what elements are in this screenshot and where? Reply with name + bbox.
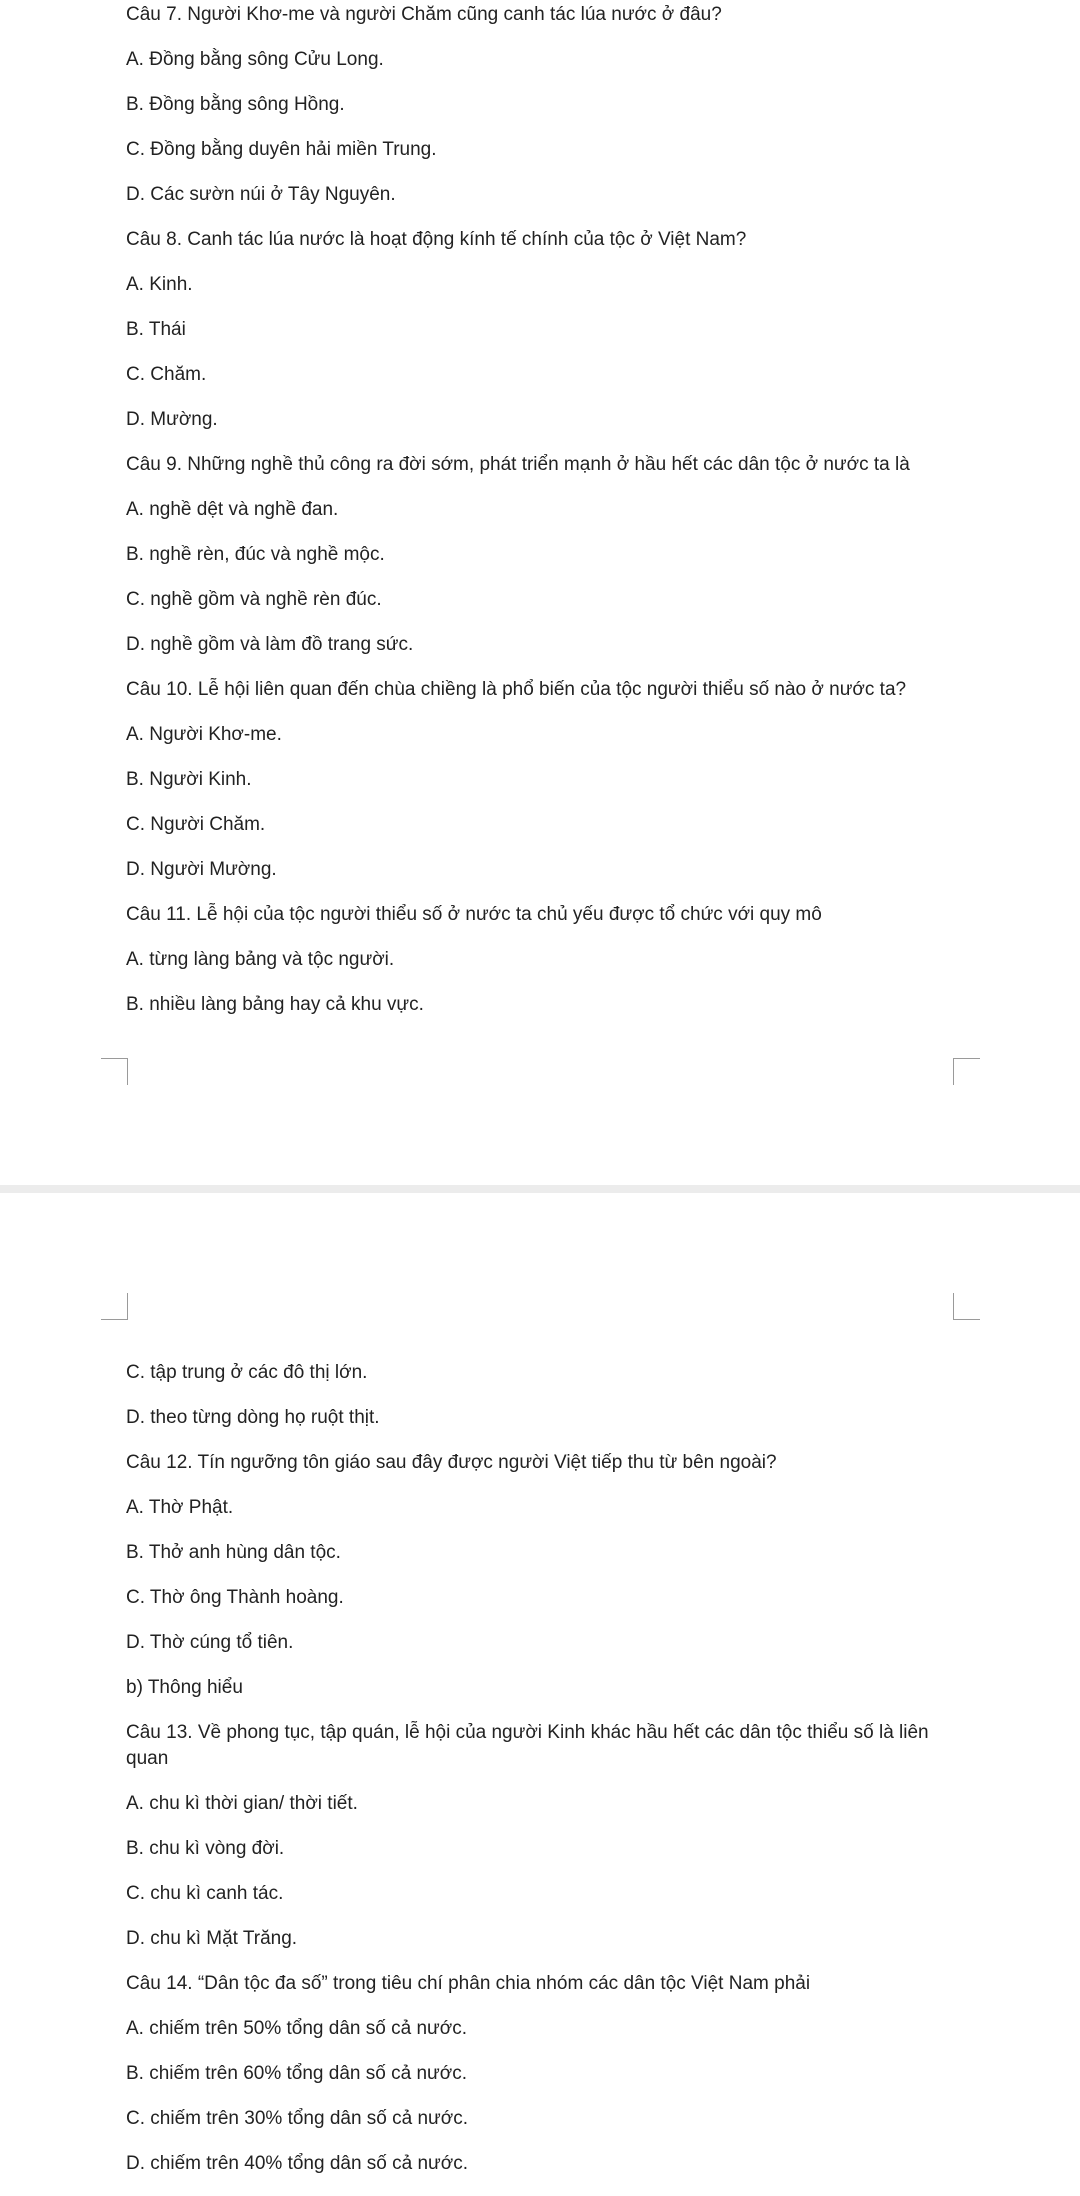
- question-text: Câu 8. Canh tác lúa nước là hoạt động kính tế chính của tộc ở Việt Nam?: [126, 229, 747, 250]
- answer-option: A. chiếm trên 50% tổng dân số cả nước.: [126, 2018, 467, 2039]
- answer-option: A. Đồng bằng sông Cửu Long.: [126, 49, 384, 70]
- answer-option: C. Chăm.: [126, 364, 207, 385]
- answer-option: D. chu kì Mặt Trăng.: [126, 1928, 298, 1949]
- page-margin-corner-mark: [953, 1293, 980, 1320]
- page-2-content: [126, 1360, 966, 2196]
- answer-option: A. Người Khơ-me.: [126, 724, 282, 745]
- answer-option: C. tập trung ở các đô thị lớn.: [126, 1362, 368, 1383]
- answer-option: B. Đồng bằng sông Hồng.: [126, 94, 345, 115]
- page-margin-corner-mark: [101, 1293, 128, 1320]
- page-margin-corner-mark: [101, 1058, 128, 1085]
- answer-option: B. Thở anh hùng dân tộc.: [126, 1542, 341, 1563]
- answer-option: A. từng làng bảng và tộc người.: [126, 949, 395, 970]
- page-1-content: [126, 0, 966, 1037]
- answer-option: B. Thái: [126, 319, 186, 340]
- answer-option: A. Thờ Phật.: [126, 1497, 234, 1518]
- answer-option: D. Mường.: [126, 409, 218, 430]
- answer-option: D. chiếm trên 40% tổng dân số cả nước.: [126, 2153, 469, 2174]
- question-text: Câu 14. “Dân tộc đa số” trong tiêu chí phân chia nhóm các dân tộc Việt Nam phải: [126, 1973, 811, 1994]
- question-text: Câu 12. Tín ngưỡng tôn giáo sau đây được người Việt tiếp thu từ bên ngoài?: [126, 1452, 777, 1473]
- document-page-2: [0, 1193, 1080, 2180]
- answer-option: D. theo từng dòng họ ruột thịt.: [126, 1407, 380, 1428]
- answer-option: C. chu kì canh tác.: [126, 1883, 284, 1904]
- answer-option: C. nghề gồm và nghề rèn đúc.: [126, 589, 382, 610]
- answer-option: C. Thờ ông Thành hoàng.: [126, 1587, 344, 1608]
- answer-option: B. chiếm trên 60% tổng dân số cả nước.: [126, 2063, 467, 2084]
- section-heading: b) Thông hiểu: [126, 1677, 243, 1698]
- question-text: Câu 10. Lễ hội liên quan đến chùa chiềng là phổ biến của tộc người thiểu số nào ở nước ta?: [126, 679, 907, 700]
- answer-option: A. nghề dệt và nghề đan.: [126, 499, 339, 520]
- answer-option: B. Người Kinh.: [126, 769, 252, 790]
- question-text: Câu 13. Về phong tục, tập quán, lễ hội của người Kinh khác hầu hết các dân tộc thiểu số là liên quan: [126, 1722, 929, 1769]
- answer-option: B. nhiều làng bảng hay cả khu vực.: [126, 994, 424, 1015]
- question-text: Câu 7. Người Khơ-me và người Chăm cũng canh tác lúa nước ở đâu?: [126, 4, 722, 25]
- answer-option: D. Các sườn núi ở Tây Nguyên.: [126, 184, 396, 205]
- answer-option: C. Đồng bằng duyên hải miền Trung.: [126, 139, 437, 160]
- answer-option: D. nghề gồm và làm đồ trang sức.: [126, 634, 414, 655]
- answer-option: B. nghề rèn, đúc và nghề mộc.: [126, 544, 385, 565]
- answer-option: D. Thờ cúng tổ tiên.: [126, 1632, 294, 1653]
- question-text: Câu 11. Lễ hội của tộc người thiểu số ở nước ta chủ yếu được tổ chức với quy mô: [126, 904, 822, 925]
- answer-option: B. chu kì vòng đời.: [126, 1838, 285, 1859]
- answer-option: C. chiếm trên 30% tổng dân số cả nước.: [126, 2108, 469, 2129]
- answer-option: D. Người Mường.: [126, 859, 277, 880]
- page-separator: [0, 1185, 1080, 1193]
- question-text: Câu 9. Những nghề thủ công ra đời sớm, phát triển mạnh ở hầu hết các dân tộc ở nước ta là: [126, 454, 910, 475]
- page-margin-corner-mark: [953, 1058, 980, 1085]
- answer-option: C. Người Chăm.: [126, 814, 266, 835]
- answer-option: A. Kinh.: [126, 274, 193, 295]
- answer-option: A. chu kì thời gian/ thời tiết.: [126, 1793, 358, 1814]
